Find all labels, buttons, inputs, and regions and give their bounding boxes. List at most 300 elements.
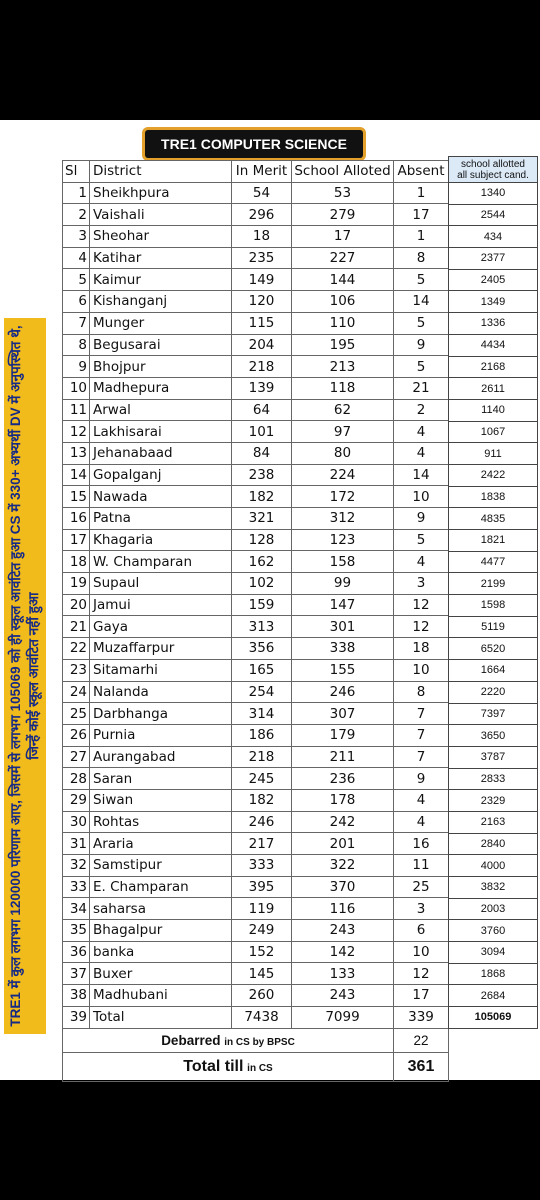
cell-allotted: 370	[292, 876, 394, 898]
cell-district: Sheikhpura	[90, 182, 232, 204]
header-absent: Absent	[394, 161, 449, 183]
cell-all-subject: 2329	[449, 790, 538, 812]
cell-district: Kaimur	[90, 269, 232, 291]
cell-all-subject: 911	[449, 443, 538, 465]
cell-sl: 13	[63, 442, 90, 464]
cell-sl: 12	[63, 421, 90, 443]
side-row	[449, 660, 538, 682]
cell-district: Madhubani	[90, 985, 232, 1007]
table-row	[63, 898, 449, 920]
side-row	[449, 898, 538, 920]
cell-absent: 16	[394, 833, 449, 855]
cell-allotted: 147	[292, 594, 394, 616]
side-row	[449, 985, 538, 1007]
cell-all-subject: 2833	[449, 768, 538, 790]
side-header-line1: school allotted	[461, 158, 525, 170]
cell-allotted: 338	[292, 638, 394, 660]
total-till-row	[63, 1052, 449, 1081]
table-row	[63, 789, 449, 811]
cell-all-subject: 4477	[449, 551, 538, 573]
cell-sl: 29	[63, 789, 90, 811]
side-row	[449, 595, 538, 617]
cell-allotted: 307	[292, 703, 394, 725]
cell-allotted: 133	[292, 963, 394, 985]
side-row	[449, 334, 538, 356]
cell-allotted: 178	[292, 789, 394, 811]
side-row	[449, 573, 538, 595]
table-row	[63, 269, 449, 291]
cell-merit: 246	[232, 811, 292, 833]
side-row	[449, 313, 538, 335]
cell-sl: 22	[63, 638, 90, 660]
cell-merit: 84	[232, 442, 292, 464]
cell-sl: 19	[63, 573, 90, 595]
cell-sl: 37	[63, 963, 90, 985]
table-row	[63, 855, 449, 877]
cell-district: Aurangabad	[90, 746, 232, 768]
table-row	[63, 247, 449, 269]
cell-absent: 8	[394, 247, 449, 269]
cell-absent: 12	[394, 963, 449, 985]
cell-allotted: 142	[292, 941, 394, 963]
table-row	[63, 833, 449, 855]
cell-district: W. Champaran	[90, 551, 232, 573]
cell-merit: 235	[232, 247, 292, 269]
cell-allotted: 243	[292, 985, 394, 1007]
table-row	[63, 226, 449, 248]
side-header	[449, 157, 538, 183]
cell-absent: 5	[394, 356, 449, 378]
cell-absent: 7	[394, 703, 449, 725]
cell-merit: 54	[232, 182, 292, 204]
cell-merit: 162	[232, 551, 292, 573]
cell-district: Munger	[90, 312, 232, 334]
cell-all-subject: 3760	[449, 920, 538, 942]
total-till-label-cell	[63, 1052, 394, 1081]
cell-sl: 39	[63, 1006, 90, 1028]
cell-district: banka	[90, 941, 232, 963]
cell-all-subject: 2840	[449, 833, 538, 855]
cell-sl: 27	[63, 746, 90, 768]
cell-merit: 7438	[232, 1006, 292, 1028]
cell-district: E. Champaran	[90, 876, 232, 898]
cell-sl: 5	[63, 269, 90, 291]
cell-sl: 3	[63, 226, 90, 248]
cell-all-subject: 3787	[449, 746, 538, 768]
table-row	[63, 551, 449, 573]
cell-district: Jamui	[90, 594, 232, 616]
side-row	[449, 920, 538, 942]
cell-district: Rohtas	[90, 811, 232, 833]
cell-sl: 6	[63, 291, 90, 313]
cell-absent: 17	[394, 985, 449, 1007]
cell-all-subject: 1336	[449, 313, 538, 335]
cell-sl: 14	[63, 464, 90, 486]
cell-allotted: 158	[292, 551, 394, 573]
table-row	[63, 920, 449, 942]
cell-all-subject: 1868	[449, 963, 538, 985]
cell-absent: 12	[394, 594, 449, 616]
cell-absent: 4	[394, 551, 449, 573]
cell-district: Madhepura	[90, 377, 232, 399]
cell-merit: 238	[232, 464, 292, 486]
cell-all-subject: 3650	[449, 725, 538, 747]
cell-merit: 119	[232, 898, 292, 920]
cell-district: Gaya	[90, 616, 232, 638]
cell-district: Araria	[90, 833, 232, 855]
cell-allotted: 17	[292, 226, 394, 248]
cell-absent: 5	[394, 269, 449, 291]
cell-sl: 20	[63, 594, 90, 616]
cell-district: Patna	[90, 508, 232, 530]
cell-absent: 10	[394, 486, 449, 508]
cell-allotted: 155	[292, 659, 394, 681]
side-note-text: TRE1 में कुल लगभग 120000 परिणाम आए, जिसमें से लगभग 105069 को ही स्कूल आवंटित हुआ CS में 330+ अभ्यर्थी DV में अनुपस्थित थे, जिन्हें कोई स्कूल आवंटित नहीं हुआ	[8, 325, 41, 1027]
cell-absent: 3	[394, 898, 449, 920]
table-row	[63, 312, 449, 334]
cell-all-subject: 2611	[449, 378, 538, 400]
cell-all-subject: 105069	[449, 1007, 538, 1029]
cell-all-subject: 2544	[449, 204, 538, 226]
table-row	[63, 486, 449, 508]
cell-sl: 33	[63, 876, 90, 898]
cell-allotted: 110	[292, 312, 394, 334]
cell-district: Buxer	[90, 963, 232, 985]
table-row	[63, 573, 449, 595]
cell-allotted: 123	[292, 529, 394, 551]
header-allotted: School Alloted	[292, 161, 394, 183]
side-row	[449, 638, 538, 660]
cell-district: Kishanganj	[90, 291, 232, 313]
side-row	[449, 399, 538, 421]
cell-allotted: 301	[292, 616, 394, 638]
cell-absent: 11	[394, 855, 449, 877]
table-row	[63, 941, 449, 963]
cell-absent: 1	[394, 226, 449, 248]
cell-allotted: 172	[292, 486, 394, 508]
header-district: District	[90, 161, 232, 183]
side-row	[449, 551, 538, 573]
cell-merit: 149	[232, 269, 292, 291]
debarred-row	[63, 1028, 449, 1052]
cell-all-subject: 2684	[449, 985, 538, 1007]
cell-absent: 9	[394, 768, 449, 790]
header-merit: In Merit	[232, 161, 292, 183]
cell-merit: 152	[232, 941, 292, 963]
cell-sl: 10	[63, 377, 90, 399]
cell-district: Jehanabaad	[90, 442, 232, 464]
cell-absent: 7	[394, 746, 449, 768]
cell-sl: 1	[63, 182, 90, 204]
side-row	[449, 486, 538, 508]
cell-all-subject: 1821	[449, 530, 538, 552]
cell-sl: 16	[63, 508, 90, 530]
side-row	[449, 226, 538, 248]
cell-allotted: 97	[292, 421, 394, 443]
cell-absent: 3	[394, 573, 449, 595]
table-row	[63, 464, 449, 486]
cell-allotted: 144	[292, 269, 394, 291]
cell-sl: 31	[63, 833, 90, 855]
cell-merit: 321	[232, 508, 292, 530]
total-till-value: 361	[394, 1052, 449, 1081]
table-row	[63, 985, 449, 1007]
cell-district: Sheohar	[90, 226, 232, 248]
side-header-line2: all subject cand.	[457, 169, 529, 181]
side-row	[449, 746, 538, 768]
cell-sl: 24	[63, 681, 90, 703]
cell-sl: 23	[63, 659, 90, 681]
debarred-label-cell	[63, 1028, 394, 1052]
table-row	[63, 963, 449, 985]
page-title: TRE1 COMPUTER SCIENCE	[145, 130, 363, 158]
cell-all-subject: 1598	[449, 595, 538, 617]
cell-sl: 28	[63, 768, 90, 790]
cell-sl: 25	[63, 703, 90, 725]
cell-sl: 8	[63, 334, 90, 356]
cell-absent: 10	[394, 941, 449, 963]
cell-absent: 10	[394, 659, 449, 681]
table-row	[63, 638, 449, 660]
cell-allotted: 211	[292, 746, 394, 768]
all-subject-table	[448, 156, 538, 1029]
table-row	[63, 356, 449, 378]
table-row	[63, 421, 449, 443]
cell-merit: 64	[232, 399, 292, 421]
table-row	[63, 291, 449, 313]
side-row	[449, 269, 538, 291]
cell-merit: 182	[232, 789, 292, 811]
cell-all-subject: 3094	[449, 942, 538, 964]
cell-all-subject: 2405	[449, 269, 538, 291]
cell-absent: 12	[394, 616, 449, 638]
side-row	[449, 421, 538, 443]
cell-allotted: 279	[292, 204, 394, 226]
table-row	[63, 442, 449, 464]
cell-district: Nalanda	[90, 681, 232, 703]
cell-all-subject: 2199	[449, 573, 538, 595]
cell-all-subject: 1664	[449, 660, 538, 682]
cell-district: Nawada	[90, 486, 232, 508]
table-row	[63, 768, 449, 790]
cell-sl: 4	[63, 247, 90, 269]
table-row	[63, 746, 449, 768]
table-row	[63, 724, 449, 746]
cell-district: Bhojpur	[90, 356, 232, 378]
side-row	[449, 942, 538, 964]
cell-sl: 36	[63, 941, 90, 963]
cell-allotted: 242	[292, 811, 394, 833]
cell-district: Arwal	[90, 399, 232, 421]
table-row	[63, 529, 449, 551]
cell-absent: 14	[394, 464, 449, 486]
cell-all-subject: 2422	[449, 464, 538, 486]
cell-merit: 217	[232, 833, 292, 855]
cell-sl: 17	[63, 529, 90, 551]
debarred-value: 22	[394, 1028, 449, 1052]
cell-district: Saran	[90, 768, 232, 790]
side-row	[449, 616, 538, 638]
cell-absent: 5	[394, 529, 449, 551]
side-row	[449, 725, 538, 747]
cell-absent: 2	[394, 399, 449, 421]
cell-absent: 4	[394, 789, 449, 811]
side-row	[449, 508, 538, 530]
table-row	[63, 399, 449, 421]
total-till-label: Total till	[183, 1057, 244, 1075]
cell-sl: 32	[63, 855, 90, 877]
cell-district: Siwan	[90, 789, 232, 811]
cell-sl: 18	[63, 551, 90, 573]
cell-merit: 120	[232, 291, 292, 313]
cell-district: Supaul	[90, 573, 232, 595]
cell-absent: 8	[394, 681, 449, 703]
cell-merit: 313	[232, 616, 292, 638]
cell-allotted: 7099	[292, 1006, 394, 1028]
side-row	[449, 378, 538, 400]
cell-merit: 356	[232, 638, 292, 660]
table-row	[63, 508, 449, 530]
table-row	[63, 811, 449, 833]
cell-all-subject: 2163	[449, 811, 538, 833]
cell-absent: 4	[394, 421, 449, 443]
cell-merit: 128	[232, 529, 292, 551]
cell-merit: 115	[232, 312, 292, 334]
cell-allotted: 224	[292, 464, 394, 486]
side-row	[449, 833, 538, 855]
cell-sl: 26	[63, 724, 90, 746]
cell-all-subject: 4835	[449, 508, 538, 530]
side-row	[449, 443, 538, 465]
cell-merit: 260	[232, 985, 292, 1007]
side-row	[449, 183, 538, 205]
cell-merit: 245	[232, 768, 292, 790]
cell-merit: 218	[232, 746, 292, 768]
cell-allotted: 227	[292, 247, 394, 269]
side-row	[449, 855, 538, 877]
cell-all-subject: 5119	[449, 616, 538, 638]
cell-absent: 21	[394, 377, 449, 399]
document-sheet	[0, 120, 540, 1080]
hindi-side-note	[4, 318, 46, 1034]
cell-all-subject: 2168	[449, 356, 538, 378]
cell-allotted: 195	[292, 334, 394, 356]
cell-district: Gopalganj	[90, 464, 232, 486]
side-row	[449, 790, 538, 812]
cell-all-subject: 1838	[449, 486, 538, 508]
table-row	[63, 594, 449, 616]
cell-allotted: 246	[292, 681, 394, 703]
table-row	[63, 659, 449, 681]
cell-all-subject: 1349	[449, 291, 538, 313]
cell-district: Darbhanga	[90, 703, 232, 725]
cell-absent: 339	[394, 1006, 449, 1028]
cell-district: Total	[90, 1006, 232, 1028]
table-body	[63, 182, 449, 1028]
cell-absent: 5	[394, 312, 449, 334]
table-row	[63, 204, 449, 226]
cell-allotted: 213	[292, 356, 394, 378]
cell-all-subject: 1340	[449, 183, 538, 205]
cell-absent: 6	[394, 920, 449, 942]
cell-sl: 21	[63, 616, 90, 638]
cell-district: saharsa	[90, 898, 232, 920]
cell-allotted: 116	[292, 898, 394, 920]
cell-merit: 145	[232, 963, 292, 985]
side-row	[449, 530, 538, 552]
side-row	[449, 768, 538, 790]
cell-merit: 296	[232, 204, 292, 226]
cell-allotted: 243	[292, 920, 394, 942]
cell-merit: 218	[232, 356, 292, 378]
cell-allotted: 53	[292, 182, 394, 204]
side-row	[449, 1007, 538, 1029]
cell-absent: 1	[394, 182, 449, 204]
cell-absent: 17	[394, 204, 449, 226]
cell-merit: 159	[232, 594, 292, 616]
cell-allotted: 62	[292, 399, 394, 421]
cell-all-subject: 434	[449, 226, 538, 248]
cell-sl: 2	[63, 204, 90, 226]
table-row	[63, 703, 449, 725]
cell-all-subject: 3832	[449, 877, 538, 899]
cell-absent: 18	[394, 638, 449, 660]
header-sl: Sl	[63, 161, 90, 183]
cell-district: Purnia	[90, 724, 232, 746]
cell-merit: 333	[232, 855, 292, 877]
cell-all-subject: 2377	[449, 248, 538, 270]
cell-sl: 34	[63, 898, 90, 920]
cell-allotted: 106	[292, 291, 394, 313]
side-row	[449, 963, 538, 985]
table-row	[63, 681, 449, 703]
cell-sl: 15	[63, 486, 90, 508]
side-header-row	[449, 157, 538, 183]
cell-merit: 314	[232, 703, 292, 725]
cell-sl: 30	[63, 811, 90, 833]
cell-merit: 139	[232, 377, 292, 399]
header-row	[63, 161, 449, 183]
cell-district: Vaishali	[90, 204, 232, 226]
cell-all-subject: 6520	[449, 638, 538, 660]
side-row	[449, 356, 538, 378]
table-row	[63, 182, 449, 204]
cell-merit: 254	[232, 681, 292, 703]
cell-district: Lakhisarai	[90, 421, 232, 443]
cell-district: Bhagalpur	[90, 920, 232, 942]
cell-all-subject: 1140	[449, 399, 538, 421]
cell-sl: 9	[63, 356, 90, 378]
side-row	[449, 877, 538, 899]
cell-merit: 182	[232, 486, 292, 508]
table-row	[63, 876, 449, 898]
cell-absent: 9	[394, 334, 449, 356]
cell-all-subject: 4434	[449, 334, 538, 356]
cell-allotted: 312	[292, 508, 394, 530]
cell-district: Begusarai	[90, 334, 232, 356]
cell-sl: 35	[63, 920, 90, 942]
cell-allotted: 201	[292, 833, 394, 855]
cell-allotted: 80	[292, 442, 394, 464]
cell-all-subject: 2220	[449, 681, 538, 703]
cell-sl: 11	[63, 399, 90, 421]
side-row	[449, 291, 538, 313]
cell-merit: 18	[232, 226, 292, 248]
cell-district: Sitamarhi	[90, 659, 232, 681]
cell-absent: 4	[394, 811, 449, 833]
debarred-label: Debarred	[161, 1032, 221, 1048]
side-row	[449, 681, 538, 703]
